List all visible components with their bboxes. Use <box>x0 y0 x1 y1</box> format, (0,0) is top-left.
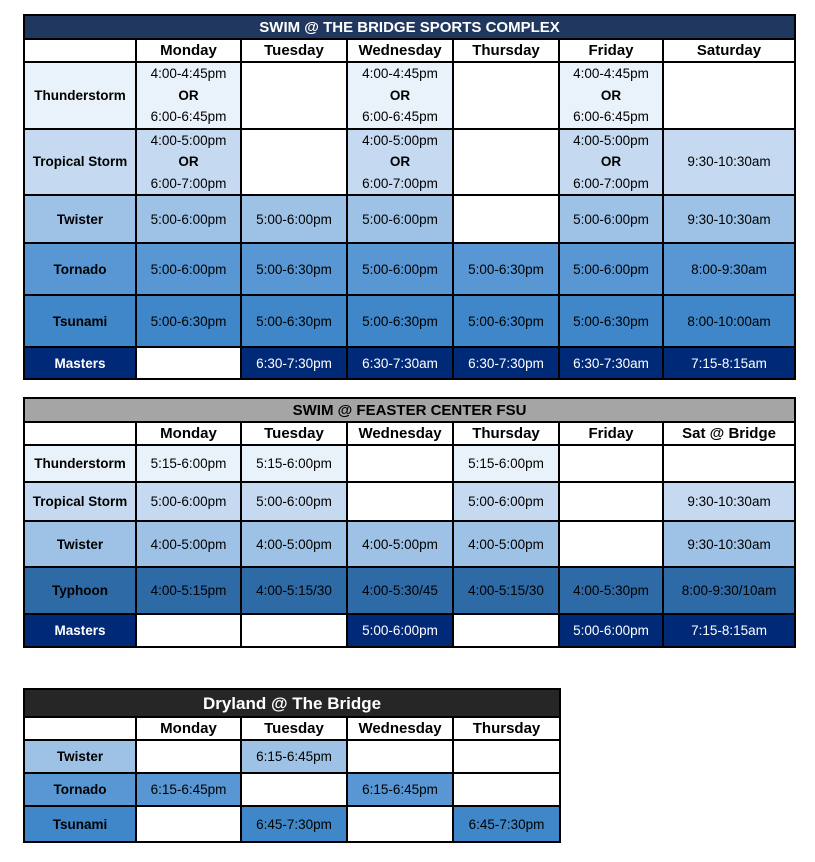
schedule-cell: 5:00-6:00pm <box>559 243 663 295</box>
header-wednesday: Wednesday <box>347 422 453 445</box>
schedule-cell: 6:15-6:45pm <box>241 740 347 773</box>
schedule-cell: 4:00-5:00pm <box>241 521 347 567</box>
schedule-cell-empty <box>241 62 347 129</box>
table-row <box>24 347 795 379</box>
schedule-cell-empty <box>347 482 453 521</box>
header-thursday: Thursday <box>453 39 559 62</box>
schedule-cell: 4:00-5:00pm <box>453 521 559 567</box>
schedule-cell: 4:00-5:30pm <box>559 567 663 614</box>
schedule-cell-empty <box>136 740 241 773</box>
schedule-cell: 9:30-10:30am <box>663 521 795 567</box>
schedule-cell: 4:00-5:15/30 <box>241 567 347 614</box>
schedule-cell-empty <box>559 482 663 521</box>
schedule-cell-empty <box>136 347 241 379</box>
schedule-cell-empty <box>453 773 560 806</box>
schedule-cell: 5:00-6:00pm <box>136 243 241 295</box>
schedule-cell: 5:00-6:00pm <box>347 195 453 243</box>
schedule-cell: 5:00-6:00pm <box>347 243 453 295</box>
group-label: Tornado <box>24 773 136 806</box>
schedule-cell-empty <box>663 62 795 129</box>
schedule-cell-empty <box>559 445 663 482</box>
header-friday: Friday <box>559 39 663 62</box>
table-row <box>24 295 795 347</box>
schedule-cell: 9:30-10:30am <box>663 195 795 243</box>
schedule-cell-empty <box>453 62 559 129</box>
table-row <box>24 482 795 521</box>
header-thursday: Thursday <box>453 717 560 740</box>
table-row <box>24 62 795 129</box>
schedule-cell-empty <box>347 445 453 482</box>
schedule-cell: 6:45-7:30pm <box>241 806 347 842</box>
group-label: Tropical Storm <box>24 129 136 196</box>
header-monday: Monday <box>136 39 241 62</box>
header-tuesday: Tuesday <box>241 422 347 445</box>
header-tuesday: Tuesday <box>241 717 347 740</box>
schedule-cell-empty <box>136 806 241 842</box>
schedule-cell: 4:00-4:45pm OR 6:00-6:45pm <box>136 62 241 129</box>
schedule-cell: 5:15-6:00pm <box>453 445 559 482</box>
bridge-schedule-table <box>23 14 796 380</box>
schedule-cell: 4:00-4:45pm OR 6:00-6:45pm <box>559 62 663 129</box>
feaster-table-title: SWIM @ FEASTER CENTER FSU <box>24 398 795 422</box>
header-friday: Friday <box>559 422 663 445</box>
schedule-cell-empty <box>241 129 347 196</box>
dryland-table-title: Dryland @ The Bridge <box>24 689 560 717</box>
schedule-cell: 5:00-6:00pm <box>136 195 241 243</box>
schedule-cell: 6:15-6:45pm <box>136 773 241 806</box>
schedule-cell: 5:15-6:00pm <box>136 445 241 482</box>
schedule-cell: 6:15-6:45pm <box>347 773 453 806</box>
table-row <box>24 567 795 614</box>
table-row <box>24 521 795 567</box>
header-thursday: Thursday <box>453 422 559 445</box>
schedule-cell: 4:00-5:00pm OR 6:00-7:00pm <box>347 129 453 196</box>
header-wednesday: Wednesday <box>347 717 453 740</box>
schedule-cell: 5:00-6:00pm <box>559 614 663 647</box>
dryland-header-row <box>24 717 560 740</box>
schedule-cell: 7:15-8:15am <box>663 614 795 647</box>
schedule-cell: 6:30-7:30am <box>559 347 663 379</box>
table-row <box>24 129 795 196</box>
group-label: Tropical Storm <box>24 482 136 521</box>
schedule-cell: 8:00-9:30am <box>663 243 795 295</box>
schedule-cell: 5:00-6:30pm <box>347 295 453 347</box>
table-row <box>24 614 795 647</box>
schedule-cell-empty <box>663 445 795 482</box>
schedule-cell-empty <box>453 129 559 196</box>
table-row <box>24 806 560 842</box>
table-row <box>24 445 795 482</box>
schedule-cell-empty <box>347 806 453 842</box>
schedule-cell: 4:00-5:00pm <box>347 521 453 567</box>
schedule-cell: 9:30-10:30am <box>663 482 795 521</box>
schedule-cell: 5:00-6:30pm <box>453 295 559 347</box>
schedule-cell-empty <box>453 740 560 773</box>
schedule-cell: 4:00-5:30/45 <box>347 567 453 614</box>
group-label: Twister <box>24 195 136 243</box>
schedule-cell: 6:30-7:30pm <box>241 347 347 379</box>
schedule-cell-empty <box>347 740 453 773</box>
schedule-cell: 4:00-5:00pm OR 6:00-7:00pm <box>136 129 241 196</box>
table-row <box>24 243 795 295</box>
schedule-cell: 5:00-6:00pm <box>559 195 663 243</box>
schedule-cell: 6:30-7:30am <box>347 347 453 379</box>
schedule-cell: 4:00-4:45pm OR 6:00-6:45pm <box>347 62 453 129</box>
schedule-cell: 5:00-6:00pm <box>241 195 347 243</box>
header-wednesday: Wednesday <box>347 39 453 62</box>
schedule-cell: 8:00-10:00am <box>663 295 795 347</box>
schedule-cell: 5:00-6:00pm <box>136 482 241 521</box>
schedule-cell: 5:00-6:00pm <box>241 482 347 521</box>
schedule-cell: 5:00-6:30pm <box>136 295 241 347</box>
header-saturday: Saturday <box>663 39 795 62</box>
schedule-cell: 4:00-5:15/30 <box>453 567 559 614</box>
schedule-cell: 5:00-6:30pm <box>241 295 347 347</box>
table-row <box>24 195 795 243</box>
header-sat-bridge: Sat @ Bridge <box>663 422 795 445</box>
group-label: Twister <box>24 740 136 773</box>
schedule-cell-empty <box>559 521 663 567</box>
schedule-cell: 5:00-6:30pm <box>453 243 559 295</box>
group-label: Thunderstorm <box>24 445 136 482</box>
schedule-cell: 6:45-7:30pm <box>453 806 560 842</box>
header-corner <box>24 422 136 445</box>
feaster-schedule-table <box>23 397 796 648</box>
schedule-cell: 4:00-5:15pm <box>136 567 241 614</box>
bridge-header-row <box>24 39 795 62</box>
group-label: Typhoon <box>24 567 136 614</box>
group-label: Masters <box>24 614 136 647</box>
header-monday: Monday <box>136 717 241 740</box>
header-monday: Monday <box>136 422 241 445</box>
table-row <box>24 773 560 806</box>
header-corner <box>24 717 136 740</box>
schedule-cell-empty <box>241 773 347 806</box>
schedule-cell: 5:00-6:30pm <box>241 243 347 295</box>
header-tuesday: Tuesday <box>241 39 347 62</box>
schedule-cell: 5:00-6:30pm <box>559 295 663 347</box>
schedule-cell: 5:00-6:00pm <box>453 482 559 521</box>
schedule-cell: 8:00-9:30/10am <box>663 567 795 614</box>
table-row <box>24 740 560 773</box>
schedule-cell: 4:00-5:00pm <box>136 521 241 567</box>
group-label: Tsunami <box>24 806 136 842</box>
schedule-cell-empty <box>453 195 559 243</box>
dryland-schedule-table <box>23 688 561 843</box>
header-corner <box>24 39 136 62</box>
schedule-cell-empty <box>241 614 347 647</box>
schedule-cell: 4:00-5:00pm OR 6:00-7:00pm <box>559 129 663 196</box>
bridge-table-title: SWIM @ THE BRIDGE SPORTS COMPLEX <box>24 15 795 39</box>
schedule-cell: 5:15-6:00pm <box>241 445 347 482</box>
group-label: Thunderstorm <box>24 62 136 129</box>
group-label: Tornado <box>24 243 136 295</box>
schedule-cell: 9:30-10:30am <box>663 129 795 196</box>
group-label: Twister <box>24 521 136 567</box>
feaster-header-row <box>24 422 795 445</box>
schedule-cell-empty <box>453 614 559 647</box>
schedule-cell: 6:30-7:30pm <box>453 347 559 379</box>
schedule-cell: 7:15-8:15am <box>663 347 795 379</box>
schedule-cell: 5:00-6:00pm <box>347 614 453 647</box>
group-label: Tsunami <box>24 295 136 347</box>
group-label: Masters <box>24 347 136 379</box>
schedule-cell-empty <box>136 614 241 647</box>
